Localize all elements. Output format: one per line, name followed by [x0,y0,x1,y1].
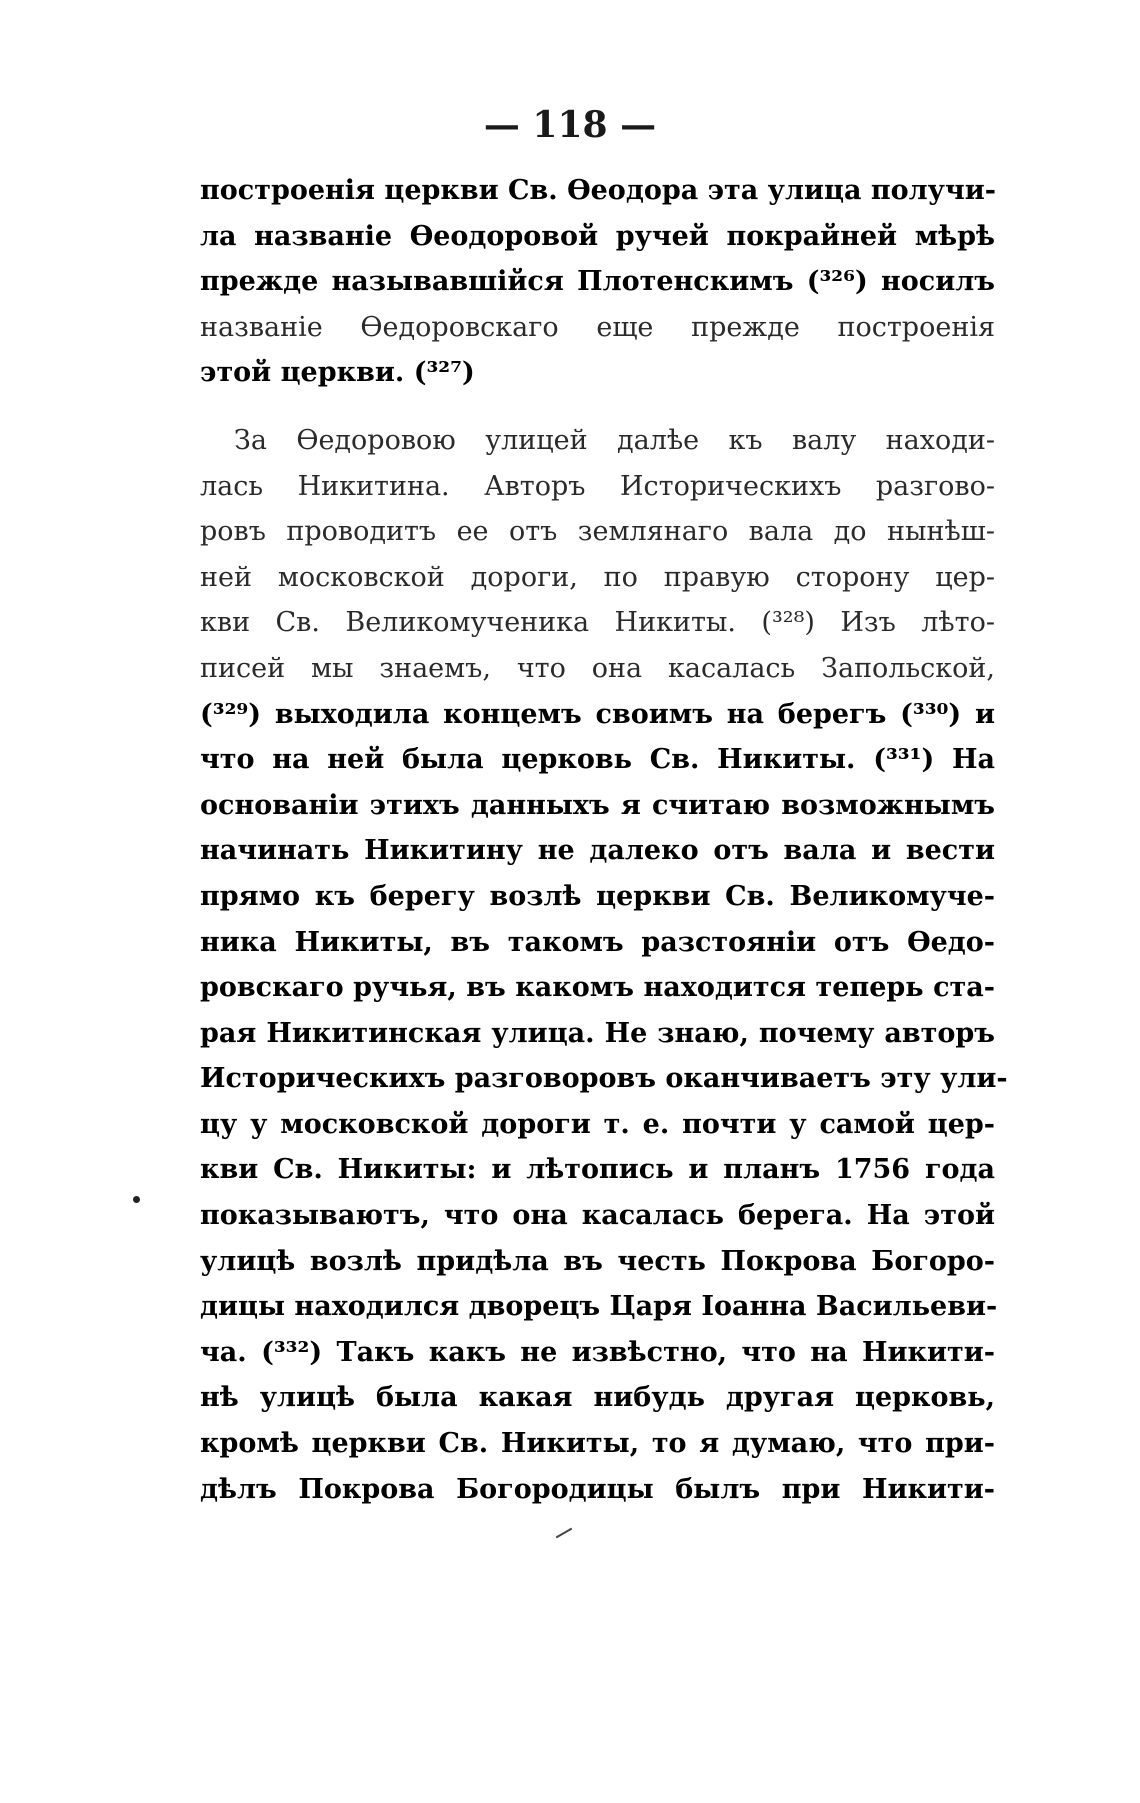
text-line: рая Никитинская улица. Не знаю, почему авторъ [200,1017,995,1049]
margin-dot [133,1196,140,1203]
paragraph-gap [200,396,995,418]
text-line: что на ней была церковь Св. Никиты. (³³¹) На [200,744,995,776]
text-line: кви Св. Никиты: и лѣтопись и планъ 1756 года [200,1154,995,1186]
text-line: Историческихъ разговоровъ оканчиваетъ эту ули- [200,1063,1008,1095]
text-line: основаніи этихъ данныхъ я считаю возможнымъ [200,789,995,821]
text-line: ней московской дороги, по правую сторону цер- [200,561,995,593]
text-line: ча. (³³²) Такъ какъ не извѣстно, что на Никити- [200,1336,995,1368]
text-line: дѣлъ Покрова Богородицы былъ при Никити- [200,1473,995,1505]
stray-mark [556,1528,573,1539]
text-line: построенія церкви Св. Ѳеодора эта улица получи- [200,175,996,206]
text-line: ровскаго ручья, въ какомъ находится теперь ста- [200,972,995,1004]
page-number: — 118 — [483,104,657,146]
text-line: ла названіе Ѳеодоровой ручей покрайней мѣрѣ [200,220,995,252]
text-line: показываютъ, что она касалась берега. На этой [200,1200,995,1232]
text-line: цу у московской дороги т. е. почти у самой цер- [200,1108,995,1140]
text-line: прямо къ берегу возлѣ церкви Св. Великомуче- [200,880,995,912]
text-line: названіе Ѳедоровскаго еще прежде построенія [200,311,995,343]
text-line: дицы находился дворецъ Царя Іоанна Васильеви- [200,1291,998,1323]
text-line: нѣ улицѣ была какая нибудь другая церковь, [200,1382,995,1414]
text-line: начинать Никитину не далеко отъ вала и вести [200,835,995,867]
text-line: улицѣ возлѣ придѣла въ честь Покрова Богоро- [200,1245,995,1277]
body-text [200,168,1008,1512]
text-line: ника Никиты, въ такомъ разстояніи отъ Ѳедо- [200,926,995,958]
text-line: (³²⁹) выходила концемъ своимъ на берегъ (³³⁰) и [200,698,995,730]
text-line: кви Св. Великомученика Никиты. (³²⁸) Изъ лѣто- [200,607,995,639]
text-line: За Ѳедоровою улицей далѣе къ валу находи- [234,424,995,456]
text-line: ровъ проводитъ ее отъ землянаго вала до нынѣш- [200,516,995,548]
text-line: писей мы знаемъ, что она касалась Запольской, [200,652,995,684]
text-line: лась Никитина. Авторъ Историческихъ разгово- [200,470,995,502]
text-line: кромѣ церкви Св. Никиты, то я думаю, что при- [200,1428,995,1460]
text-line: этой церкви. (³²⁷) [200,357,475,389]
text-line: прежде называвшійся Плотенскимъ (³²⁶) носилъ [200,266,995,298]
